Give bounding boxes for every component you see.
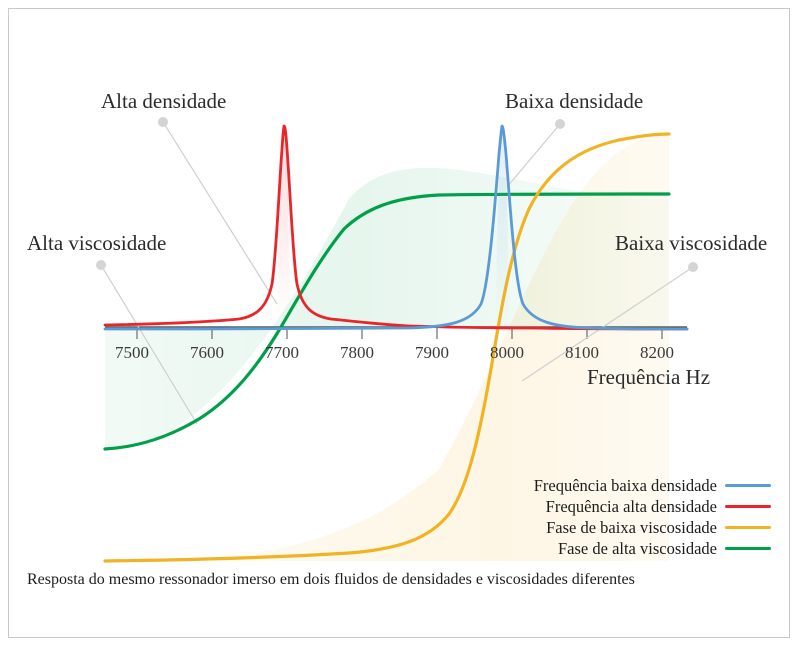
legend-label-fase-alta-viscosidade: Fase de alta viscosidade [558,538,717,558]
legend-swatch-freq-baixa-densidade [725,484,771,487]
legend-swatch-fase-alta-viscosidade [725,547,771,550]
legend-item-fase-alta-viscosidade [471,538,771,559]
legend-label-freq-baixa-densidade: Frequência baixa densidade [533,475,717,495]
annotation-baixa-densidade: Baixa densidade [505,89,644,113]
xtick-label-7500: 7500 [115,343,149,362]
xtick-label-8200: 8200 [640,343,674,362]
chart-caption: Resposta do mesmo ressonador imerso em dois fluidos de densidades e viscosidades diferentes [27,571,635,588]
chart-frame [8,8,790,638]
xtick-label-7800: 7800 [340,343,374,362]
xtick-label-8100: 8100 [565,343,599,362]
xtick-label-8000: 8000 [490,343,524,362]
xtick-label-7700: 7700 [265,343,299,362]
chart-legend [471,475,771,559]
annotation-alta-viscosidade: Alta viscosidade [27,231,167,255]
legend-swatch-freq-alta-densidade [725,505,771,508]
legend-item-freq-baixa-densidade [471,475,771,496]
xtick-label-7900: 7900 [415,343,449,362]
x-axis-title: Frequência Hz [587,365,711,389]
legend-item-freq-alta-densidade [471,496,771,517]
annotation-baixa-viscosidade: Baixa viscosidade [615,231,768,255]
legend-label-freq-alta-densidade: Frequência alta densidade [545,496,717,516]
legend-label-fase-baixa-viscosidade: Fase de baixa viscosidade [546,517,717,537]
legend-swatch-fase-baixa-viscosidade [725,526,771,529]
annotation-alta-densidade: Alta densidade [101,89,227,113]
xtick-label-7600: 7600 [190,343,224,362]
legend-item-fase-baixa-viscosidade [471,517,771,538]
